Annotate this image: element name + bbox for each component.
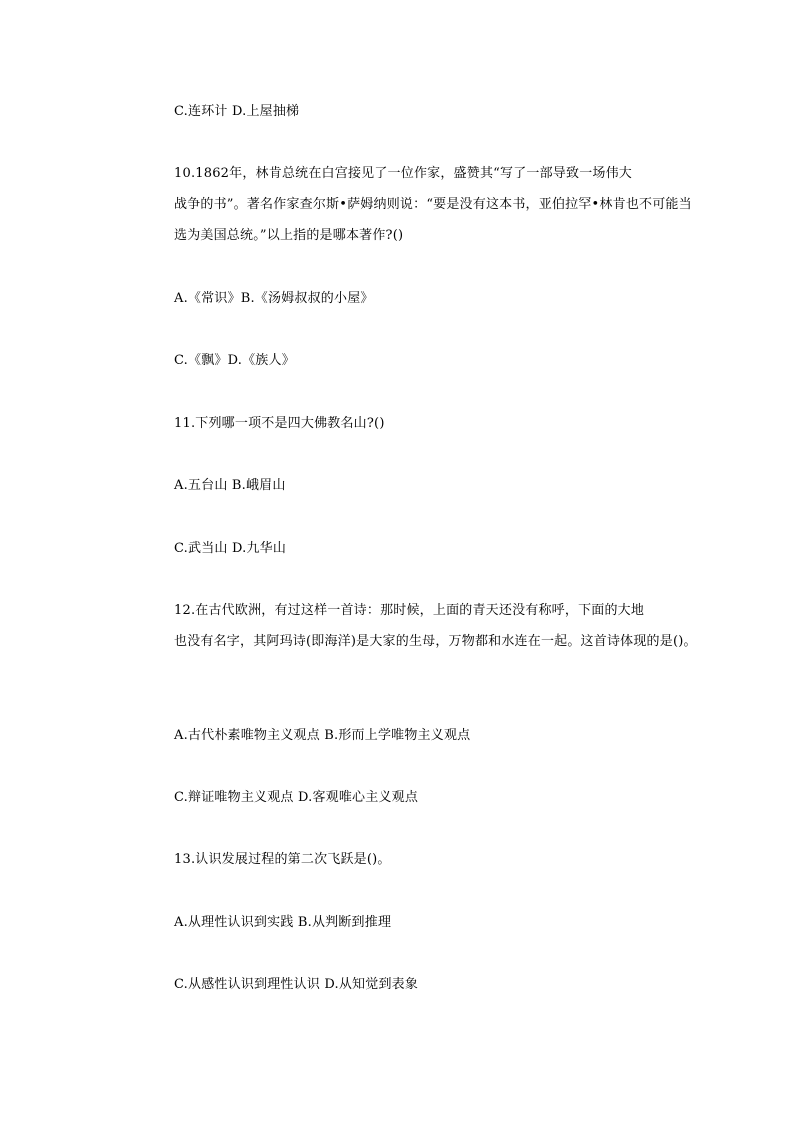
q10-question-line-2: 战争的书”。著名作家查尔斯•萨姆纳则说：“要是没有这本书，亚伯拉罕•林肯也不可能当 (174, 197, 692, 212)
q11-options-cd: C.武当山 D.九华山 (174, 541, 287, 556)
q12-question-line-1: 12.在古代欧洲，有过这样一首诗：那时候，上面的青天还没有称呼，下面的大地 (174, 603, 645, 618)
q9-options-cd: C.连环计 D.上屋抽梯 (174, 104, 300, 119)
q11-question: 11.下列哪一项不是四大佛教名山?() (174, 416, 385, 431)
q12-question-line-2: 也没有名字，其阿玛诗(即海洋)是大家的生母，万物都和水连在一起。这首诗体现的是()。 (174, 634, 697, 649)
q13-question: 13.认识发展过程的第二次飞跃是()。 (174, 852, 391, 867)
q13-options-cd: C.从感性认识到理性认识 D.从知觉到表象 (174, 977, 419, 992)
q12-options-cd: C.辩证唯物主义观点 D.客观唯心主义观点 (174, 790, 419, 805)
q10-options-ab: A.《常识》B.《汤姆叔叔的小屋》 (174, 291, 374, 306)
q11-options-ab: A.五台山 B.峨眉山 (174, 478, 286, 493)
q12-options-ab: A.古代朴素唯物主义观点 B.形而上学唯物主义观点 (174, 728, 471, 743)
q13-options-ab: A.从理性认识到实践 B.从判断到推理 (174, 915, 392, 930)
q10-question-line-1: 10.1862年，林肯总统在白宫接见了一位作家，盛赞其“写了一部导致一场伟大 (174, 166, 633, 181)
q10-question-line-3: 选为美国总统。”以上指的是哪本著作?() (174, 228, 404, 243)
q10-options-cd: C.《飘》D.《族人》 (174, 353, 295, 368)
